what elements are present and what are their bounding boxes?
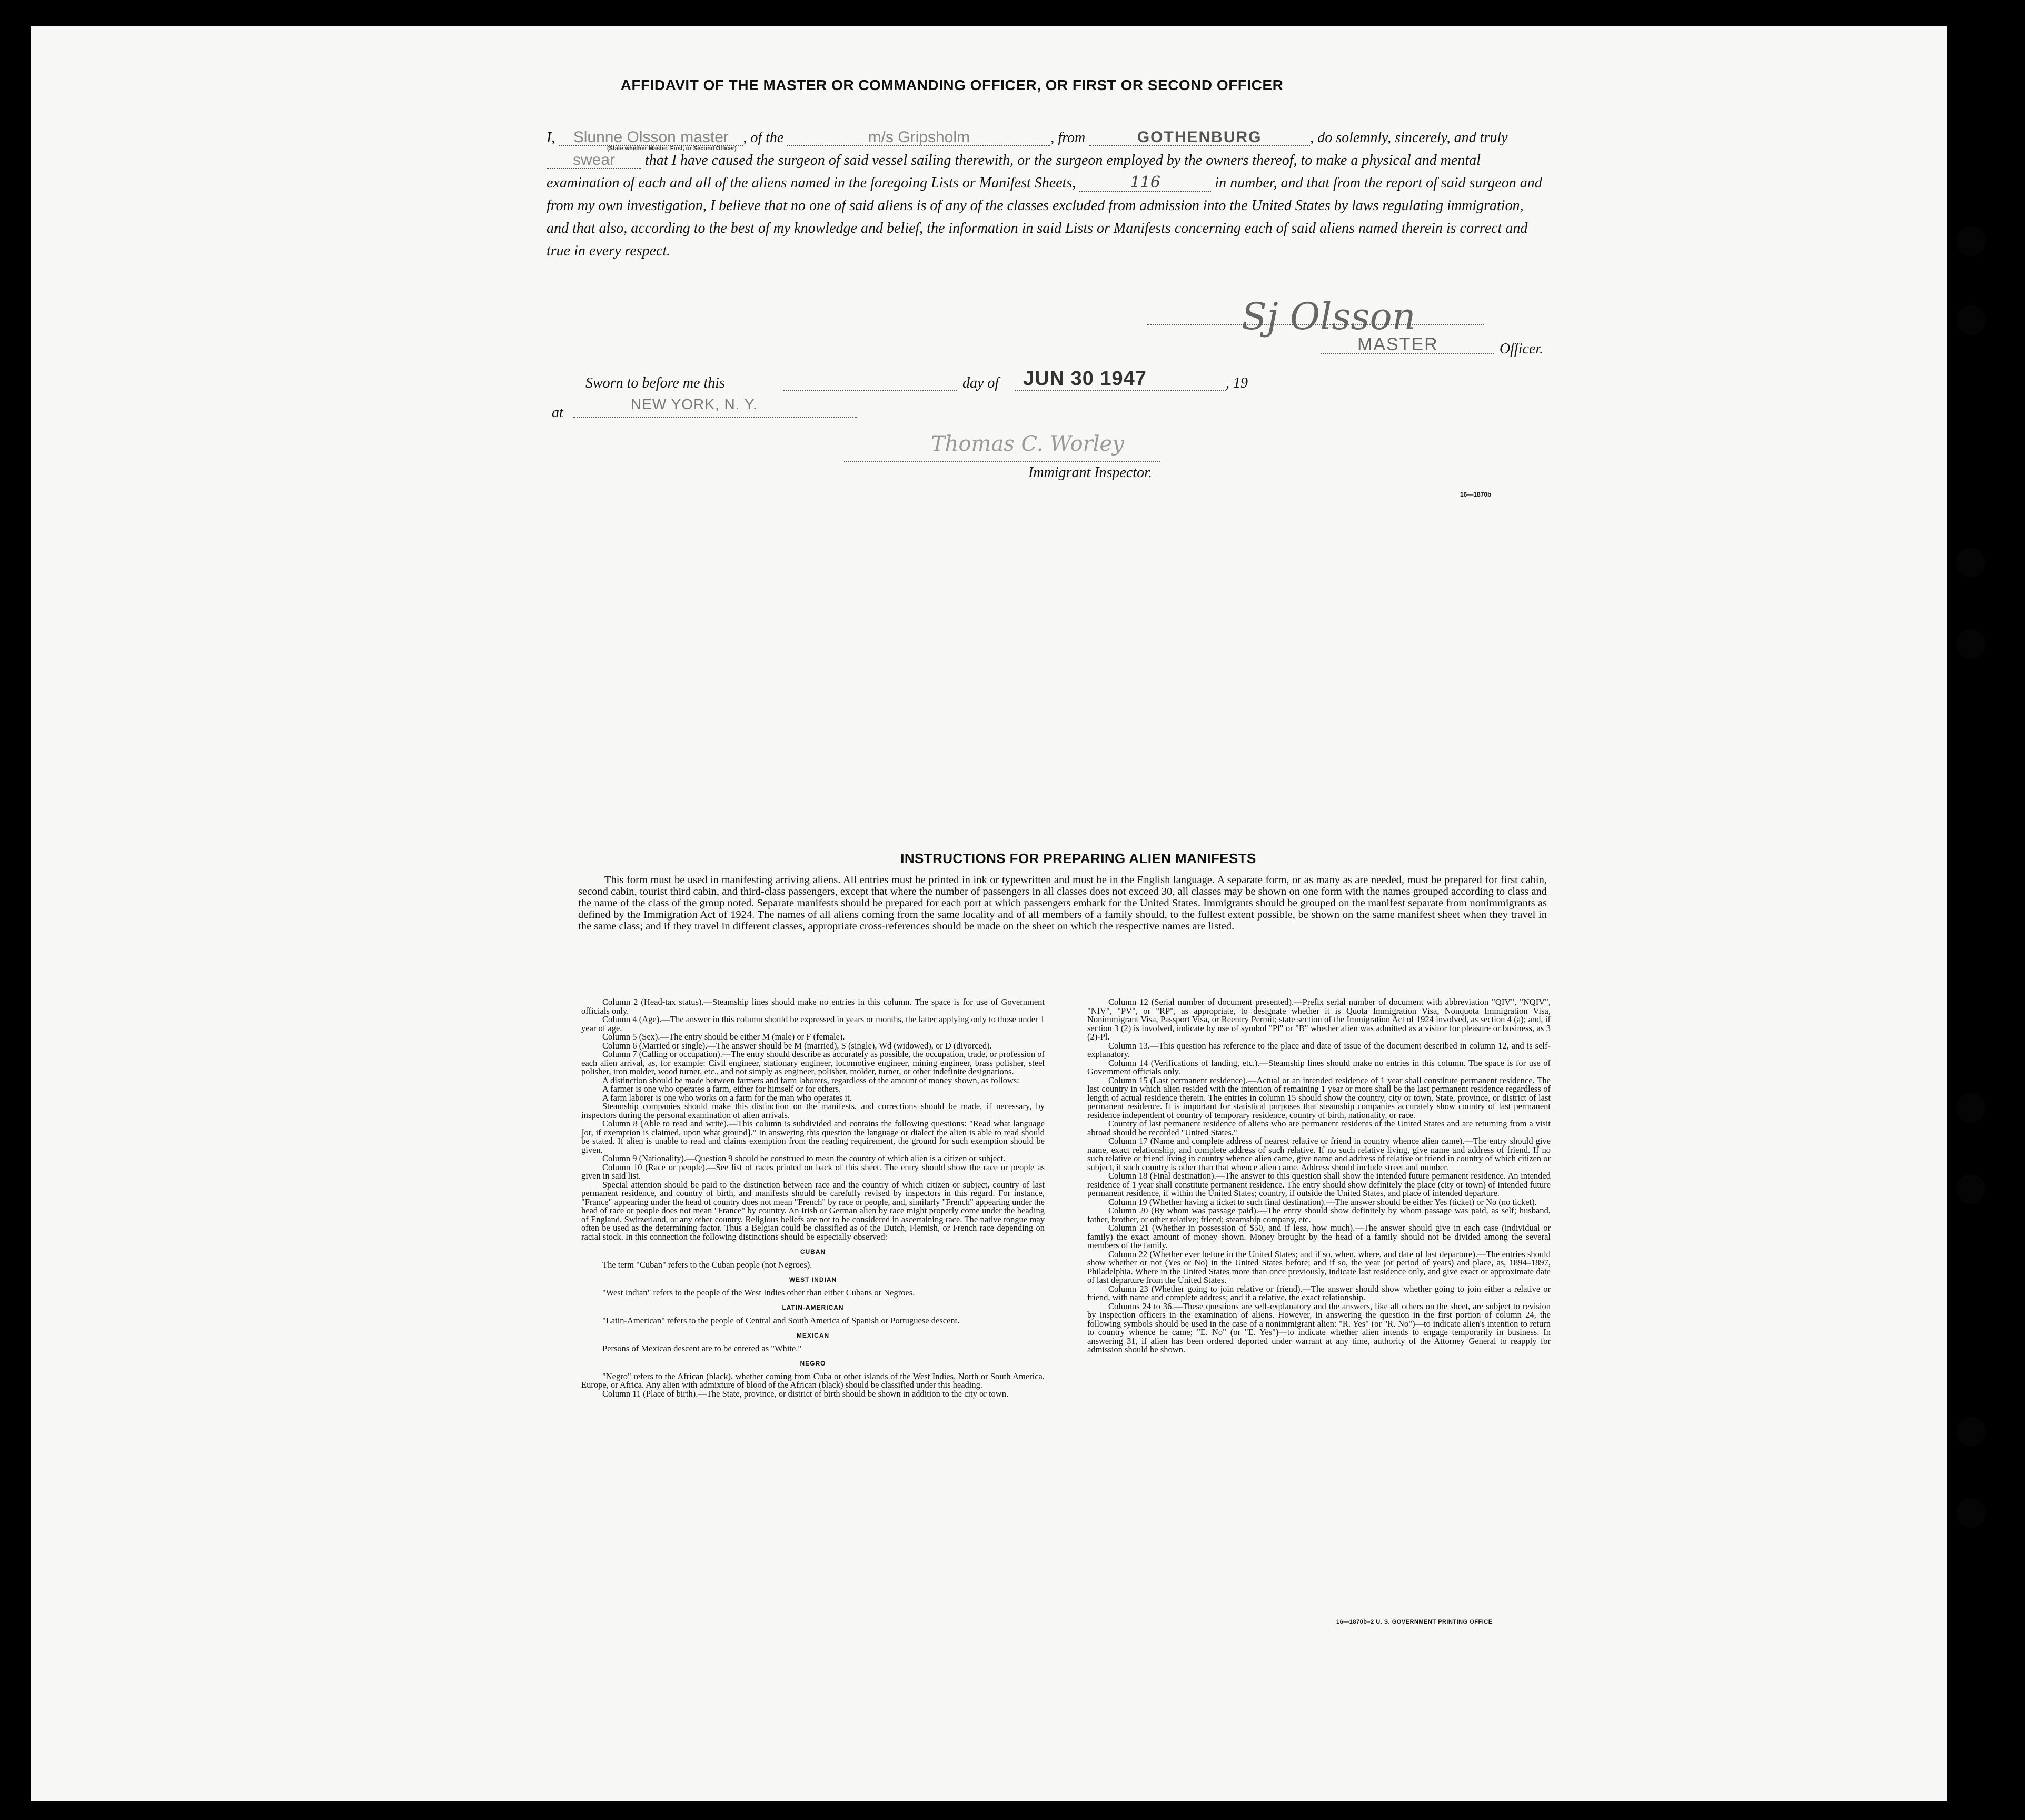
- affidavit-title: AFFIDAVIT OF THE MASTER OR COMMANDING OFFICER, OR FIRST OR SECOND OFFICER: [620, 77, 1284, 93]
- instruction-paragraph: Column 4 (Age).—The answer in this column should be expressed in years or months, the latter applying only to those under 1 year of age.: [581, 1014, 1045, 1033]
- rank-stamp: MASTER: [1357, 334, 1438, 354]
- instruction-paragraph: Column 13.—This question has reference to the place and date of issue of the document described in column 12, and is self-explanatory.: [1087, 1040, 1551, 1059]
- day-line: [783, 390, 957, 391]
- instruction-paragraph: Column 5 (Sex).—The entry should be either M (male) or F (female).: [602, 1032, 845, 1042]
- instruction-paragraph: Column 23 (Whether going to join relative or friend).—The answer should show whether going to join either a relative or friend, with name and complete address; and if a relative, the exact relationship.: [1087, 1283, 1551, 1302]
- departure-port-field[interactable]: GOTHENBURG: [1089, 130, 1310, 146]
- officer-label: Officer.: [1500, 341, 1544, 357]
- document-page: [31, 26, 1947, 1801]
- instruction-paragraph: A farmer is one who operates a farm, either for himself or for others.: [602, 1084, 841, 1094]
- instruction-paragraph: Column 12 (Serial number of document presented).—Prefix serial number of document with abbreviation "QIV", "NQIV", "NIV", "PV", or "RP", as appropriate, to designate whether it is Quota Immigration Visa, Nonquota Immigration Visa, Nonimmigrant Visa, Passport Visa, or Reentry Permit; state section of the Immigration Act of 1924 involved, as section 4 (a); and, if section 3 (2) is involved, indicate by use of symbol "Pl" or "B" whether alien was admitted as a visitor for pleasure or business, as 3 (2)-Pl.: [1087, 997, 1551, 1042]
- signature-line: [1147, 324, 1484, 325]
- day-of-label: day of: [962, 375, 999, 391]
- instruction-paragraph: Column 19 (Whether having a ticket to such final destination).—The answer should be either Yes (ticket) or No (no ticket).: [1108, 1196, 1537, 1207]
- punch-hole-2: [1956, 305, 1986, 335]
- punch-hole-8: [1956, 1498, 1986, 1528]
- instruction-paragraph: Column 14 (Verifications of landing, etc.).—Steamship lines should make no entries in this column. The space is for use of Government officials only.: [1087, 1057, 1551, 1076]
- punch-hole-3: [1956, 548, 1986, 577]
- instruction-paragraph: Column 21 (Whether in possession of $50, and if less, how much).—The answer should give in each case (individual or family) the exact amount of money shown. Money brought by the head of a family should not be divided among the several members of the family.: [1087, 1223, 1551, 1250]
- instructions-intro: This form must be used in manifesting arriving aliens. All entries must be printed in ink or typewritten and must be in the English language. A separate form, or as many as are needed, must be prepared for first cabin, second cabin, tourist third cabin, and third-class passengers, except that where the number of passengers in all classes does not exceed 30, all classes may be shown on one form with the names grouped according to class and the name of the class of the group noted. Separate manifests should be prepared for each port at which passengers embark for the United States. Immigrants should be grouped on the manifest separate from nonimmigrants as defined by the Immigration Act of 1924. The names of all aliens coming from the same locality and of all members of a family should, to the fullest extent possible, be shown on the same manifest sheet when they travel in the same class; and if they travel in different classes, appropriate cross-references should be made on the sheet on which the respective names are listed.: [578, 874, 1547, 932]
- master-signature: Sj Olsson: [1242, 295, 1416, 338]
- text-i: I,: [547, 130, 555, 146]
- instruction-paragraph: Columns 24 to 36.—These questions are self-explanatory and the answers, like all others on the sheet, are subject to revision by inspection officers in the examination of aliens. However, in answering the question in the first portion of column 24, the following symbols should be used in the case of a nonimmigrant alien: "R. Yes" (or "R. No")—to indicate alien's intention to return to country whence he came; "E. No" (or "E. Yes")—to indicate whether alien intends to engage temporarily in business. In answering 31, if alien has been ordered deported under warrant at any time, authority of the Attorney General to reapply for admission should be shown.: [1087, 1301, 1551, 1354]
- text-of-the: , of the: [743, 130, 784, 146]
- punch-hole-5: [1956, 1093, 1986, 1122]
- affidavit-text-part1: that I have caused the surgeon of said vessel sailing therewith, or the surgeon employed by the owners thereof, to make a physical and mental examination of each and all of the aliens named in the foregoing Lists or Manifest Sheets,: [547, 152, 1481, 191]
- section-heading-latin-american: LATIN-AMERICAN: [782, 1304, 844, 1311]
- instruction-paragraph: Column 11 (Place of birth).—The State, province, or district of birth should be shown in addition to the city or town.: [602, 1388, 1009, 1399]
- text-do: , do: [1310, 130, 1333, 146]
- at-label: at: [552, 404, 563, 421]
- instructions-right-column: [1087, 998, 1551, 1354]
- vessel-name-field[interactable]: m/s Gripsholm: [787, 130, 1050, 146]
- sheet-count-field[interactable]: 116: [1079, 175, 1211, 192]
- officer-name-field[interactable]: Slunne Olsson master: [559, 130, 743, 146]
- place-stamp: NEW YORK, N. Y.: [631, 396, 758, 412]
- instructions-title: INSTRUCTIONS FOR PREPARING ALIEN MANIFESTS: [900, 850, 1256, 866]
- punch-hole-7: [1956, 1417, 1986, 1446]
- date-stamp: JUN 30 1947: [1023, 368, 1147, 390]
- section-heading-mexican: MEXICAN: [796, 1332, 830, 1339]
- inspector-signature: Thomas C. Worley: [931, 432, 1124, 456]
- section-heading-negro: NEGRO: [800, 1360, 826, 1367]
- instruction-paragraph: A distinction should be made between farmers and farm laborers, regardless of the amount of money shown, as follows:: [602, 1075, 1019, 1085]
- section-heading-cuban: CUBAN: [800, 1248, 826, 1255]
- oath-type-field[interactable]: swear: [547, 152, 641, 169]
- instruction-paragraph: Column 2 (Head-tax status).—Steamship lines should make no entries in this column. The space is for use of Government officials only.: [581, 997, 1045, 1016]
- officer-rank-note: (State whether Master, First, or Second Officer): [607, 145, 737, 152]
- affidavit-form-code: 16—1870b: [1460, 491, 1492, 498]
- instruction-paragraph: Special attention should be paid to the distinction between race and the country of which citizen or subject, country of last permanent residence, and country of birth, and manifests should be carefully revised by inspectors in this regard. For instance, "France" appearing under the head of country does not mean "French" by race or people, and, similarly "French" appearing under the head of race or people does not mean "France" by country. An Irish or German alien by race might properly come under the heading of England, Switzerland, or any other country. Religious beliefs are not to be considered in ascertaining race. The native tongue may often be used as the determining factor. Thus a Belgian could be classified as of the Dutch, Flemish, or French race depending on racial stock. In this connection the following distinctions should be especially observed:: [581, 1179, 1045, 1242]
- place-line: [573, 417, 857, 418]
- instruction-paragraph: Column 6 (Married or single).—The answer should be M (married), S (single), Wd (widowed), or D (divorced).: [602, 1040, 992, 1051]
- inspector-line: [844, 461, 1160, 462]
- instruction-paragraph: Column 15 (Last permanent residence).—Actual or an intended residence of 1 year shall constitute permanent residence. The last country in which alien resided with the intention of remaining 1 year or more shall be the last permanent residence regardless of length of actual residence therein. The entries in column 15 should show the country, city or town, State, province, or district of last permanent residence. It is important for statistical purposes that steamship companies accurately show country of last permanent residence independent of country of temporary residence, country of birth, nationality, or race.: [1087, 1075, 1551, 1120]
- instruction-paragraph: A farm laborer is one who works on a farm for the man who operates it.: [602, 1092, 852, 1103]
- punch-hole-6: [1956, 1174, 1986, 1204]
- instruction-paragraph: Column 20 (By whom was passage paid).—The entry should show definitely by whom passage was paid, as self; husband, father, brother, or other relative; friend; steamship company, etc.: [1087, 1205, 1551, 1224]
- instruction-paragraph: The term "Cuban" refers to the Cuban people (not Negroes).: [602, 1259, 812, 1270]
- section-heading-west-indian: WEST INDIAN: [789, 1276, 837, 1283]
- instruction-paragraph: Column 10 (Race or people).—See list of races printed on back of this sheet. The entry should show the race or people as given in said list.: [581, 1162, 1045, 1181]
- instruction-paragraph: Steamship companies should make this distinction on the manifests, and corrections should be made, if necessary, by inspectors during the personal examination of alien arrivals.: [581, 1101, 1045, 1120]
- text-solemnly: solemnly, sincerely, and truly: [1336, 130, 1508, 146]
- instruction-paragraph: Persons of Mexican descent are to be entered as "White.": [602, 1343, 802, 1353]
- punch-hole-1: [1956, 226, 1986, 256]
- instruction-paragraph: Column 17 (Name and complete address of nearest relative or friend in country whence alien came).—The entry should give name, exact relationship, and complete address of such relative. If no such relative living, give name and address of friend. If no such relative or friend living in country whence alien came, give name and address of relative or friend in country of which citizen or subject, if such country is other than that whence alien came. Address should include street and number.: [1087, 1136, 1551, 1172]
- inspector-label: Immigrant Inspector.: [1028, 464, 1152, 481]
- printing-office-footer: 16—1870b–2 U. S. GOVERNMENT PRINTING OFFICE: [1336, 1619, 1493, 1625]
- instructions-left-column: [581, 998, 1045, 1398]
- instruction-paragraph: Country of last permanent residence of aliens who are permanent residents of the United States and are returning from a visit abroad should be recorded "United States.": [1087, 1119, 1551, 1138]
- instruction-paragraph: Column 7 (Calling or occupation).—The entry should describe as accurately as possible, the occupation, trade, or profession of each alien arrival, as, for example: Civil engineer, stationary engineer, locomotive engineer, mining engineer, brass polisher, steel polisher, iron molder, wood turner, etc., and not simply as engineer, polisher, molder, turner, or other indefinite designations.: [581, 1049, 1045, 1076]
- instruction-paragraph: Column 9 (Nationality).—Question 9 should be construed to mean the country of which alien is a citizen or subject.: [602, 1153, 1006, 1163]
- text-from: , from: [1050, 130, 1086, 146]
- punch-hole-4: [1956, 629, 1986, 659]
- instruction-paragraph: Column 8 (Able to read and write).—This column is subdivided and contains the following questions: "Read what language [or, if exemption is claimed, upon what ground]." In answering this question the language or dialect the alien is able to read should be stated. If alien is unable to read and claims exemption from the reading requirement, the ground for such exemption should be given.: [581, 1119, 1045, 1155]
- affidavit-text-part2: in number, and that from the report of said surgeon and from my own investigation, I believe that no one of said aliens is of any of the classes excluded from admission into the United States by laws regulating immigration, and that also, according to the best of my knowledge and belief, the information in said Lists or Manifests concerning each of said aliens named therein is correct and true in every respect.: [547, 175, 1542, 259]
- instruction-paragraph: "West Indian" refers to the people of the West Indies other than either Cubans or Negroes.: [602, 1287, 915, 1298]
- instruction-paragraph: Column 22 (Whether ever before in the United States; and if so, when, where, and date of last departure).—The entries should show whether or not (Yes or No) in the United States before; and if so, the year (or period of years) and place, as, 1894–1897, Philadelphia. Where in the United States more than once previously, indicate last residence only, and give exact or approximate date of last departure from the United States.: [1087, 1249, 1551, 1285]
- instruction-paragraph: "Negro" refers to the African (black), whether coming from Cuba or other islands of the West Indies, North or South America, Europe, or Africa. Any alien with admixture of blood of the African (black) should be classified under this heading.: [581, 1371, 1045, 1390]
- instruction-paragraph: "Latin-American" refers to the people of Central and South America of Spanish or Portuguese descent.: [602, 1315, 960, 1326]
- instruction-paragraph: Column 18 (Final destination).—The answer to this question shall show the intended future permanent residence. An intended residence of 1 year shall constitute permanent residence. The entry should show definitely the place (city or town) of intended future permanent residence, if within the United States; country, if outside the United States, and place of intended departure.: [1087, 1171, 1551, 1198]
- year-label: , 19: [1226, 375, 1248, 391]
- sworn-label: Sworn to before me this: [585, 375, 725, 391]
